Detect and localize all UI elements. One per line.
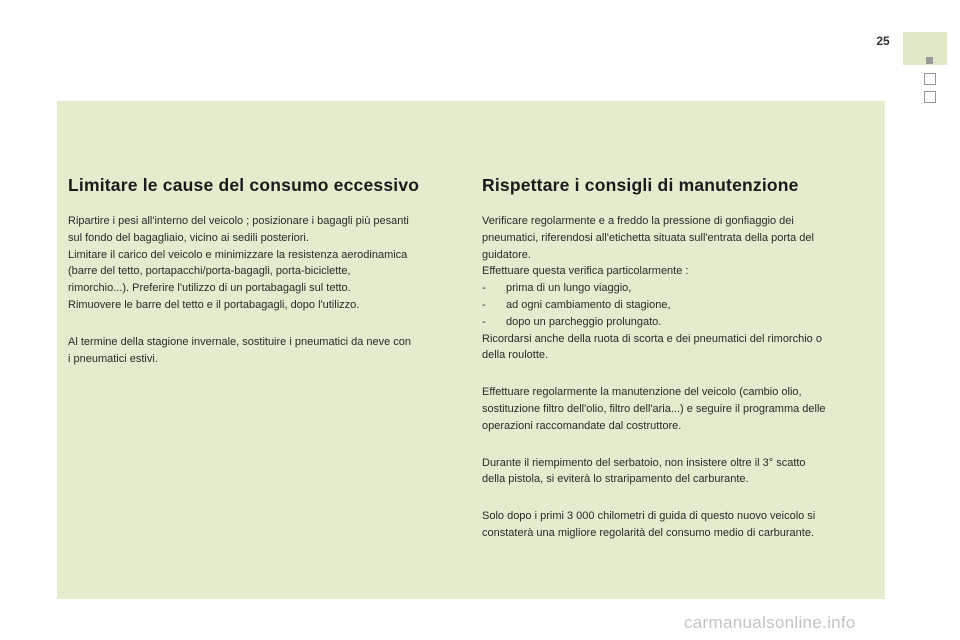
text-line: Solo dopo i primi 3 000 chilometri di guida di questo nuovo veicolo si bbox=[482, 510, 816, 523]
text-line: Ricordarsi anche della ruota di scorta e dei pneumatici del rimorchio o bbox=[482, 332, 822, 345]
text-line: Verificare regolarmente e a freddo la pressione di gonfiaggio dei bbox=[482, 215, 794, 227]
text-line: operazioni raccomandate dal costruttore. bbox=[482, 419, 682, 432]
bullet-text: dopo un parcheggio prolungato. bbox=[506, 315, 662, 328]
text-line: pneumatici, riferendosi all'etichetta situata sull'entrata della porta del bbox=[482, 231, 814, 244]
right-column bbox=[482, 175, 877, 557]
left-paragraph bbox=[68, 213, 460, 314]
right-paragraph bbox=[482, 213, 877, 364]
page-number: 25 bbox=[876, 34, 890, 48]
chapter-tab-box-1 bbox=[924, 73, 936, 85]
text-line: della roulotte. bbox=[482, 349, 549, 362]
text-line: Al termine della stagione invernale, sostituire i pneumatici da neve con bbox=[68, 335, 412, 348]
bullet-text: prima di un lungo viaggio, bbox=[506, 282, 632, 295]
text-line: della pistola, si eviterà lo straripamento del carburante. bbox=[482, 473, 749, 486]
left-column bbox=[68, 175, 460, 382]
right-paragraph bbox=[482, 384, 877, 434]
left-paragraph bbox=[68, 334, 460, 368]
bullet-item: - dopo un parcheggio prolungato. bbox=[482, 315, 662, 328]
right-paragraph bbox=[482, 508, 877, 542]
text-line: guidatore. bbox=[482, 248, 531, 261]
text-line: Durante il riempimento del serbatoio, non insistere oltre il 3° scatto bbox=[482, 456, 806, 469]
text-line: Rimuovere le barre del tetto e il portabagagli, dopo l'utilizzo. bbox=[68, 298, 360, 311]
text-line: Effettuare questa verifica particolarmente : bbox=[482, 265, 689, 278]
text-line: sul fondo del bagagliaio, vicino ai sedili posteriori. bbox=[68, 231, 309, 244]
chapter-tab-box-2 bbox=[924, 91, 936, 103]
text-line: constaterà una migliore regolarità del consumo medio di carburante. bbox=[482, 526, 815, 539]
chapter-tab bbox=[903, 32, 947, 65]
text-line: Limitare il carico del veicolo e minimizzare la resistenza aerodinamica bbox=[68, 248, 408, 261]
right-section-title: Rispettare i consigli di manutenzione bbox=[482, 175, 799, 195]
text-line: Effettuare regolarmente la manutenzione del veicolo (cambio olio, bbox=[482, 386, 802, 399]
text-line: sostituzione filtro dell'olio, filtro dell'aria...) e seguire il programma delle bbox=[482, 402, 826, 415]
text-line: i pneumatici estivi. bbox=[68, 352, 158, 365]
watermark: carmanualsonline.info bbox=[684, 613, 856, 632]
bullet-text: ad ogni cambiamento di stagione, bbox=[506, 298, 671, 311]
text-line: rimorchio...). Preferire l'utilizzo di un portabagagli sul tetto. bbox=[68, 282, 351, 295]
bullet-item: - prima di un lungo viaggio, bbox=[482, 282, 632, 295]
right-paragraph bbox=[482, 455, 877, 489]
chapter-tab-marker bbox=[926, 57, 933, 64]
content-panel bbox=[57, 101, 885, 599]
left-section-title: Limitare le cause del consumo eccessivo bbox=[68, 175, 420, 195]
bullet-item: - ad ogni cambiamento di stagione, bbox=[482, 298, 671, 311]
text-line: (barre del tetto, portapacchi/porta-bagagli, porta-biciclette, bbox=[68, 265, 351, 278]
text-line: Ripartire i pesi all'interno del veicolo ; posizionare i bagagli più pesanti bbox=[68, 215, 409, 227]
